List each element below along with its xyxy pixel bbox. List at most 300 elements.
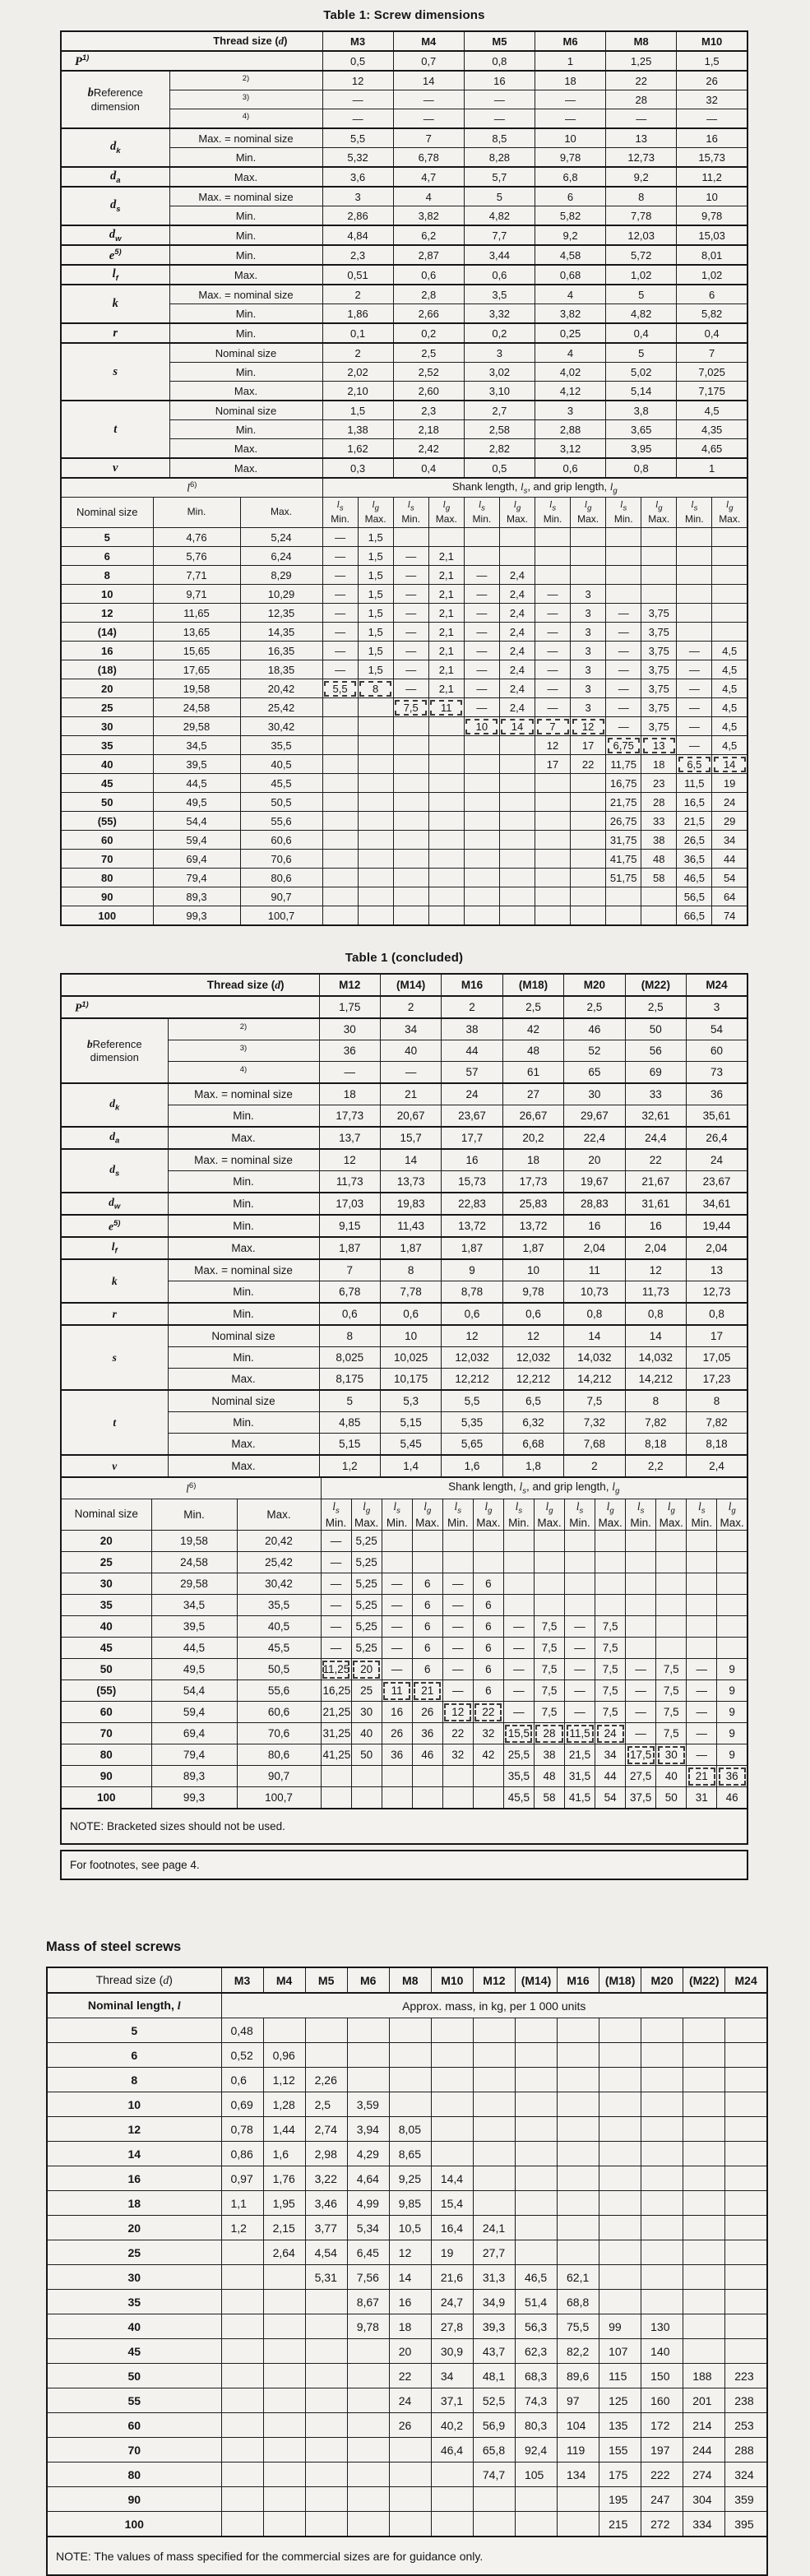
shank-pair-cell: 32 [473,1723,503,1744]
value-cell: 8,28 [464,148,535,168]
value-cell: 3,12 [535,439,605,459]
mass-value-cell: 288 [725,2438,767,2462]
l-min-cell: 99,3 [151,1787,237,1809]
shank-pair-cell [358,887,393,906]
row-label: Max. [168,1127,319,1149]
nominal-size-cell: 80 [61,1744,151,1766]
value-cell: 9 [442,1259,502,1281]
shank-pair-cell: — [322,547,358,566]
row-symbol: $d_a$ [61,1127,168,1149]
mass-value-cell [641,2068,683,2092]
value-cell: 1,8 [502,1455,563,1477]
shank-pair-cell [464,850,499,869]
l-min-cell: 19,58 [151,1531,237,1552]
dimension-row [61,1259,748,1281]
length-cell: 40 [47,2314,221,2339]
l6-label: $l^{6)}$ [61,478,322,498]
shank-pair-cell: 66,5 [677,906,712,926]
shank-pair-cell [503,1573,534,1595]
l-max-cell: 60,6 [237,1702,321,1723]
dimension-row [61,401,748,420]
shank-pair-cell [626,1573,656,1595]
shank-pair-cell: 17 [571,736,606,755]
shank-pair-cell: 1,5 [358,623,393,642]
mass-value-cell: 5,31 [305,2265,347,2290]
shank-pair-cell [534,1595,564,1616]
value-cell: 46 [564,1018,625,1040]
shank-pair-cell: 21,5 [677,812,712,831]
shank-pair-cell [606,906,641,926]
shank-pair-cell: 2,4 [499,660,535,679]
mass-value-cell [599,2265,641,2290]
shank-pair-cell: 58 [534,1787,564,1809]
value-cell: 2 [322,343,393,363]
ls-min-header: $l_s$ Min. [677,498,712,528]
l-min-cell: 54,4 [153,812,240,831]
value-cell: — [322,90,393,109]
lg-max-header: $l_g$ Max. [595,1499,626,1531]
nominal-size-cell: 80 [61,869,153,887]
shank-pair-cell: 54 [712,869,748,887]
mass-value-cell [725,2191,767,2216]
value-cell: 0,4 [606,323,677,343]
shank-row [61,566,748,585]
col-header-M12: M12 [319,974,380,996]
ls-min-header: $l_s$ Min. [606,498,641,528]
mass-value-cell [558,2240,599,2265]
shank-pair-cell: 7,5 [534,1638,564,1659]
shank-pair-cell [571,528,606,547]
shank-pair-cell: 46,5 [677,869,712,887]
shank-pair-cell [606,566,641,585]
shank-pair-cell: — [464,660,499,679]
shank-pair-cell [535,793,571,812]
value-cell: 2,87 [393,245,464,265]
mass-value-cell: 253 [725,2413,767,2438]
shank-pair-cell: — [464,566,499,585]
mass-value-cell [683,2068,725,2092]
value-cell: 35,61 [687,1105,748,1128]
shank-pair-cell [565,1595,595,1616]
mass-value-cell [473,2487,515,2512]
shank-row [61,887,748,906]
shank-pair-cell [571,906,606,926]
value-cell: 12,212 [502,1369,563,1391]
nominal-size-cell: 45 [61,774,153,793]
shank-pair-cell: 5,25 [351,1531,382,1552]
nominal-size-cell: 8 [61,566,153,585]
shank-pair-cell: 1,5 [358,660,393,679]
mass-value-cell: 0,78 [221,2117,263,2142]
mass-value-cell [347,2438,389,2462]
mass-value-cell: 8,67 [347,2290,389,2314]
dimension-row [61,1127,748,1149]
value-cell: 8 [625,1390,686,1412]
l-max-cell: 5,24 [240,528,322,547]
mass-value-cell [515,2487,557,2512]
nominal-size-cell: 40 [61,755,153,774]
mass-value-cell: 46,5 [515,2265,557,2290]
value-cell: 13 [687,1259,748,1281]
row-label: Min. [169,363,322,382]
shank-pair-cell: — [321,1573,351,1595]
shank-pair-cell: 27,5 [626,1766,656,1787]
mass-value-cell [347,2018,389,2043]
shank-pair-cell [473,1787,503,1809]
value-cell: 7,68 [564,1434,625,1456]
shank-pair-cell: 1,5 [358,604,393,623]
table2-shank-grip-lengths [60,1476,748,1845]
shank-pair-cell [606,585,641,604]
value-cell: 8 [687,1390,748,1412]
value-cell: 5,3 [380,1390,441,1412]
value-cell: 19,44 [687,1215,748,1237]
mass-value-cell [641,2216,683,2240]
shank-pair-cell: 24 [712,793,748,812]
shank-pair-cell: 2,1 [428,566,464,585]
shank-row [61,1616,748,1638]
shank-pair-cell: 11,75 [606,755,641,774]
l-max-cell: 55,6 [237,1680,321,1702]
note-row [47,2537,767,2575]
value-cell: 19,83 [380,1193,441,1215]
value-cell: 7,78 [380,1281,441,1304]
shank-pair-cell: 44 [712,850,748,869]
value-cell: 5 [464,187,535,206]
shank-pair-cell: 2,1 [428,604,464,623]
mass-value-cell [473,2092,515,2117]
mass-value-cell: 68,3 [515,2364,557,2388]
shank-pair-cell: — [322,642,358,660]
shank-pair-cell: — [503,1702,534,1723]
mass-value-cell: 24 [389,2388,431,2413]
nominal-size-cell: 35 [61,736,153,755]
value-cell: 38 [442,1018,502,1040]
length-cell: 14 [47,2142,221,2166]
mass-value-cell [725,2092,767,2117]
shank-pair-cell: — [535,679,571,698]
shank-pair-cell: — [687,1659,717,1680]
shank-pair-cell [595,1531,626,1552]
mass-value-cell: 135 [599,2413,641,2438]
value-cell: 2,5 [393,343,464,363]
shank-pair-cell [712,604,748,623]
mass-value-cell [263,2364,305,2388]
shank-pair-cell: 40 [351,1723,382,1744]
mass-value-cell [473,2117,515,2142]
shank-row [61,736,748,755]
shank-pair-cell [473,1552,503,1573]
shank-pair-cell: 4,5 [712,660,748,679]
mass-value-cell: 1,28 [263,2092,305,2117]
shank-pair-cell: — [464,623,499,642]
value-cell: 2,5 [625,996,686,1018]
mass-value-cell: 1,2 [221,2216,263,2240]
mass-value-cell [305,2364,347,2388]
shank-pair-cell: — [687,1744,717,1766]
shank-pair-cell [428,793,464,812]
shank-pair-cell: 16,75 [606,774,641,793]
l-max-cell: 18,35 [240,660,322,679]
mass-value-cell: 92,4 [515,2438,557,2462]
mass-value-cell [263,2487,305,2512]
row-label: Max. [168,1434,319,1456]
l-max-cell: 90,7 [240,887,322,906]
value-cell: 22,4 [564,1127,625,1149]
ls-min-header: $l_s$ Min. [687,1499,717,1531]
shank-pair-cell: 7,5 [656,1680,687,1702]
mass-value-cell: 8,65 [389,2142,431,2166]
mass-value-cell [683,2314,725,2339]
value-cell: 4 [393,187,464,206]
shank-pair-cell [428,887,464,906]
shank-row [61,1787,748,1809]
value-cell: 1,6 [442,1455,502,1477]
shank-pair-cell: 25 [351,1680,382,1702]
mass-value-cell: 56,9 [473,2413,515,2438]
value-cell: 6,78 [393,148,464,168]
nominal-size-cell: 30 [61,717,153,736]
col-header-M24: M24 [725,1967,767,1993]
shank-pair-cell [571,887,606,906]
shank-pair-cell [499,736,535,755]
shank-pair-cell: 64 [712,887,748,906]
mass-value-cell: 74,3 [515,2388,557,2413]
l-max-cell: 8,29 [240,566,322,585]
shank-pair-cell: — [535,642,571,660]
shank-pair-cell [322,831,358,850]
mass-value-cell [221,2265,263,2290]
l-min-cell: 49,5 [151,1659,237,1680]
ls-min-header: $l_s$ Min. [382,1499,412,1531]
value-cell: 7,175 [677,382,748,401]
mass-value-cell: 214 [683,2413,725,2438]
mass-value-cell: 14 [389,2265,431,2290]
shank-pair-cell [656,1573,687,1595]
l-min-cell: 59,4 [153,831,240,850]
value-cell: 3,8 [606,401,677,420]
col-header-M5: M5 [305,1967,347,1993]
min-header: Min. [153,498,240,528]
mass-value-cell: 68,8 [558,2290,599,2314]
l-max-cell: 6,24 [240,547,322,566]
value-cell: 0,6 [393,265,464,285]
shank-pair-cell: 2,1 [428,623,464,642]
value-cell: 12 [442,1325,502,1347]
shank-pair-cell [571,547,606,566]
value-cell: 3 [687,996,748,1018]
value-cell: 11 [564,1259,625,1281]
value-cell: 11,43 [380,1215,441,1237]
shank-pair-cell: 36,5 [677,850,712,869]
value-cell: 6,5 [502,1390,563,1412]
shank-pair-cell: 3,75 [641,660,677,679]
value-cell: 12 [502,1325,563,1347]
shank-pair-cell [717,1573,748,1595]
l-min-cell: 34,5 [151,1595,237,1616]
shank-pair-cell: 58 [641,869,677,887]
value-cell: 10,175 [380,1369,441,1391]
min-header: Min. [151,1499,237,1531]
mass-value-cell [725,2166,767,2191]
shank-pair-cell: 3 [571,642,606,660]
row-symbol: t [61,401,169,458]
col-header-M10: M10 [677,31,748,51]
nominal-size-cell: 100 [61,1787,151,1809]
value-cell: 7,82 [687,1412,748,1434]
shank-pair-cell [322,698,358,717]
shank-pair-cell: — [382,1616,412,1638]
value-cell: 9,78 [535,148,605,168]
length-cell: 30 [47,2265,221,2290]
shank-pair-cell: 31,25 [321,1723,351,1744]
mass-value-cell [683,2265,725,2290]
value-cell: 14,032 [625,1347,686,1369]
shank-row [61,698,748,717]
value-cell: 3,32 [464,304,535,324]
shank-pair-cell: 2,1 [428,585,464,604]
shank-pair-cell: — [393,679,428,698]
mass-value-cell [599,2290,641,2314]
row-label: Max. = nominal size [168,1083,319,1105]
value-cell: 4,84 [322,225,393,245]
length-cell: 12 [47,2117,221,2142]
mass-value-cell: 244 [683,2438,725,2462]
row-label: 4) [169,109,322,129]
mass-value-cell [683,2290,725,2314]
shank-pair-cell: 23 [641,774,677,793]
value-cell: 1,4 [380,1455,441,1477]
l-min-cell: 49,5 [153,793,240,812]
mass-value-cell [641,2166,683,2191]
l-max-cell: 50,5 [240,793,322,812]
value-cell: 1,87 [380,1237,441,1259]
mass-value-cell [558,2018,599,2043]
mass-value-cell [641,2043,683,2068]
value-cell: 5,45 [380,1434,441,1456]
shank-pair-cell [503,1552,534,1573]
l-max-cell: 35,5 [237,1595,321,1616]
l-min-cell: 39,5 [151,1616,237,1638]
value-cell: 12,73 [606,148,677,168]
mass-value-cell [221,2413,263,2438]
value-cell: 61 [502,1062,563,1084]
lg-max-header: $l_g$ Max. [358,498,393,528]
value-cell: 7 [393,128,464,148]
value-cell: 13,73 [380,1171,441,1193]
mass-value-cell: 82,2 [558,2339,599,2364]
value-cell: 4,02 [535,363,605,382]
shank-pair-cell [393,850,428,869]
mass-value-cell: 62,1 [558,2265,599,2290]
value-cell: 73 [687,1062,748,1084]
length-cell: 6 [47,2043,221,2068]
mass-value-cell: 99 [599,2314,641,2339]
shank-pair-cell: 2,1 [428,547,464,566]
value-cell: 1,87 [502,1237,563,1259]
mass-value-cell: 2,5 [305,2092,347,2117]
shank-pair-cell [464,547,499,566]
shank-pair-cell: 6 [473,1573,503,1595]
value-cell: 12 [322,71,393,90]
value-cell: 54 [687,1018,748,1040]
mass-value-cell [515,2142,557,2166]
shank-pair-cell: 50 [656,1787,687,1809]
col-header-M3: M3 [322,31,393,51]
mass-value-cell: 304 [683,2487,725,2512]
shank-pair-cell: 7,5 [595,1680,626,1702]
shank-pair-cell [393,906,428,926]
mass-value-cell [347,2339,389,2364]
mass-value-cell [725,2265,767,2290]
shank-pair-cell [393,812,428,831]
l-max-cell: 14,35 [240,623,322,642]
shank-row [61,755,748,774]
dimension-row [61,996,748,1018]
shank-pair-cell [499,755,535,774]
mass-value-cell: 9,25 [389,2166,431,2191]
mass-value-cell: 4,29 [347,2142,389,2166]
value-cell: 0,2 [464,323,535,343]
mass-row [47,2166,767,2191]
shank-pair-cell: 2,4 [499,623,535,642]
lg-max-header: $l_g$ Max. [351,1499,382,1531]
value-cell: 18 [319,1083,380,1105]
shank-pair-cell: 37,5 [626,1787,656,1809]
shank-pair-cell: — [626,1659,656,1680]
shank-pair-cell: 38 [641,831,677,850]
shank-pair-cell [641,585,677,604]
shank-pair-cell [393,869,428,887]
shank-pair-cell: — [606,642,641,660]
mass-value-cell [599,2166,641,2191]
approx-mass-label: Approx. mass, in kg, per 1 000 units [221,1993,767,2018]
value-cell: 0,6 [502,1303,563,1325]
l-max-cell: 30,42 [237,1573,321,1595]
mass-row [47,2512,767,2537]
shank-pair-cell: 16,5 [677,793,712,812]
mass-value-cell [641,2018,683,2043]
shank-pair-cell [428,831,464,850]
value-cell: 2,88 [535,420,605,439]
row-label: Max. [169,265,322,285]
value-cell: 8,5 [464,128,535,148]
shank-pair-cell [499,793,535,812]
row-label: 4) [168,1062,319,1084]
mass-row [47,2191,767,2216]
nominal-size-cell: 6 [61,547,153,566]
value-cell: 0,68 [535,265,605,285]
value-cell: 33 [625,1083,686,1105]
shank-pair-cell: — [464,604,499,623]
mass-value-cell: 62,3 [515,2339,557,2364]
value-cell: 0,8 [606,458,677,478]
row-label: Max. [169,382,322,401]
shank-pair-cell: — [382,1595,412,1616]
mass-value-cell: 21,6 [431,2265,473,2290]
mass-value-cell [221,2462,263,2487]
shank-pair-cell: 11,5 [565,1723,595,1744]
row-label: 2) [169,71,322,90]
mass-value-cell [473,2166,515,2191]
shank-pair-cell [626,1531,656,1552]
value-cell: 28,83 [564,1193,625,1215]
shank-pair-cell [535,869,571,887]
mass-value-cell: 134 [558,2462,599,2487]
lg-max-header: $l_g$ Max. [428,498,464,528]
shank-pair-cell [535,906,571,926]
l-max-cell: 50,5 [237,1659,321,1680]
